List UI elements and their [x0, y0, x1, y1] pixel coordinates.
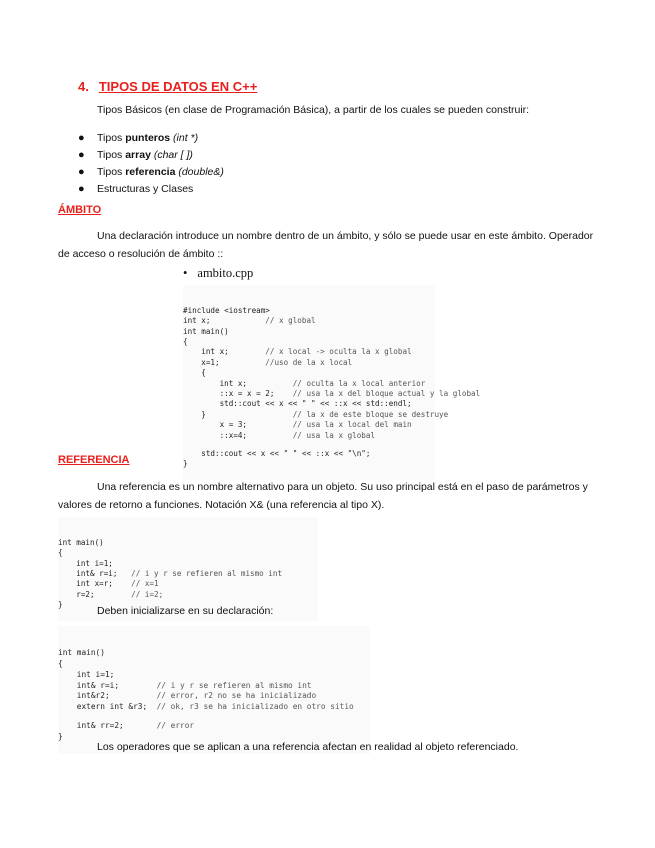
code-line: x = 3; // usa la x local del main [183, 420, 412, 430]
bullet-icon: ● [78, 132, 85, 144]
ambito-paragraph-line1: Una declaración introduce un nombre dentro de un ámbito, y sólo se puede usar en este ámbito. Operador [97, 230, 594, 242]
code-line: int x; // x local -> oculta la x global [183, 347, 412, 357]
code-line: { [183, 337, 188, 347]
ambito-heading: ÁMBITO [58, 204, 102, 216]
figure-title [183, 266, 253, 281]
code-line: int x; // x global [183, 316, 316, 326]
code-line: int i=1; [58, 669, 115, 679]
init-note: Deben inicializarse en su declaración: [97, 605, 274, 617]
figure-filename: ambito.cpp [197, 266, 254, 280]
referencia-paragraph-line2: valores de retorno a funciones. Notación X& (una referencia al tipo X). [58, 499, 385, 511]
bullet-icon: ● [78, 149, 85, 161]
code-line: x=1; //uso de la x local [183, 357, 353, 367]
ambito-paragraph-line2: de acceso o resolución de ámbito :: [58, 248, 224, 260]
types-list [78, 130, 224, 198]
figure-bullet: • [183, 266, 188, 280]
referencia-paragraph-line1: Una referencia es un nombre alternativo para un objeto. Su uso principal está en el paso de parámetros y [97, 481, 588, 493]
code-line: extern int &r3; // ok, r3 se ha inicializado en otro sitio [58, 702, 354, 712]
ambito-code-block [183, 285, 481, 480]
code-line: } // la x de este bloque se destruye [183, 409, 449, 419]
list-item: ● Tipos punteros (int *) [78, 130, 224, 147]
code-line: int i=1; [58, 558, 113, 568]
section-heading [78, 79, 257, 94]
code-line: int main() [183, 326, 229, 336]
list-item: ● Tipos array (char [ ]) [78, 147, 224, 164]
code-line: int main() [58, 537, 104, 547]
code-line: std::cout << x << " " << ::x << std::endl; [183, 399, 412, 409]
code-line: { [58, 658, 63, 668]
code-line: int&r2; // error, r2 no se ha inicializado [58, 691, 317, 701]
code-line: } [58, 600, 63, 610]
code-line: int& rr=2; // error [58, 721, 195, 731]
code-line: { [183, 368, 206, 378]
code-line [183, 441, 435, 449]
code-line [58, 713, 370, 721]
list-item: ● Tipos referencia (double&) [78, 164, 224, 181]
referencia-code-block-2 [58, 626, 370, 754]
intro-paragraph: Tipos Básicos (en clase de Programación Básica), a partir de los cuales se pueden construir: [97, 104, 530, 116]
code-line: int x=r; // x=1 [58, 579, 159, 589]
code-line: ::x=4; // usa la x global [183, 430, 376, 440]
section-number: 4. [78, 79, 89, 94]
code-line: int main() [58, 647, 105, 657]
code-line: int& r=i; // i y r se refieren al mismo int [58, 680, 312, 690]
code-line: } [58, 731, 63, 741]
closing-paragraph: Los operadores que se aplican a una referencia afectan en realidad al objeto referenciado. [97, 741, 519, 753]
bullet-icon: ● [78, 183, 85, 195]
code-line: #include <iostream> [183, 305, 270, 315]
list-item: ● Estructuras y Clases [78, 181, 224, 198]
code-line: std::cout << x << " " << ::x << "\n"; [183, 448, 371, 458]
code-line: int x; // oculta la x local anterior [183, 378, 426, 388]
code-line: { [58, 548, 63, 558]
referencia-heading: REFERENCIA [58, 454, 130, 466]
section-title: TIPOS DE DATOS EN C++ [98, 79, 258, 94]
bullet-icon: ● [78, 166, 85, 178]
code-line: ::x = x = 2; // usa la x del bloque actual y la global [183, 389, 481, 399]
code-line: r=2; // i=2; [58, 589, 164, 599]
code-line: int& r=i; // i y r se refieren al mismo int [58, 569, 283, 579]
code-line: } [183, 459, 188, 469]
